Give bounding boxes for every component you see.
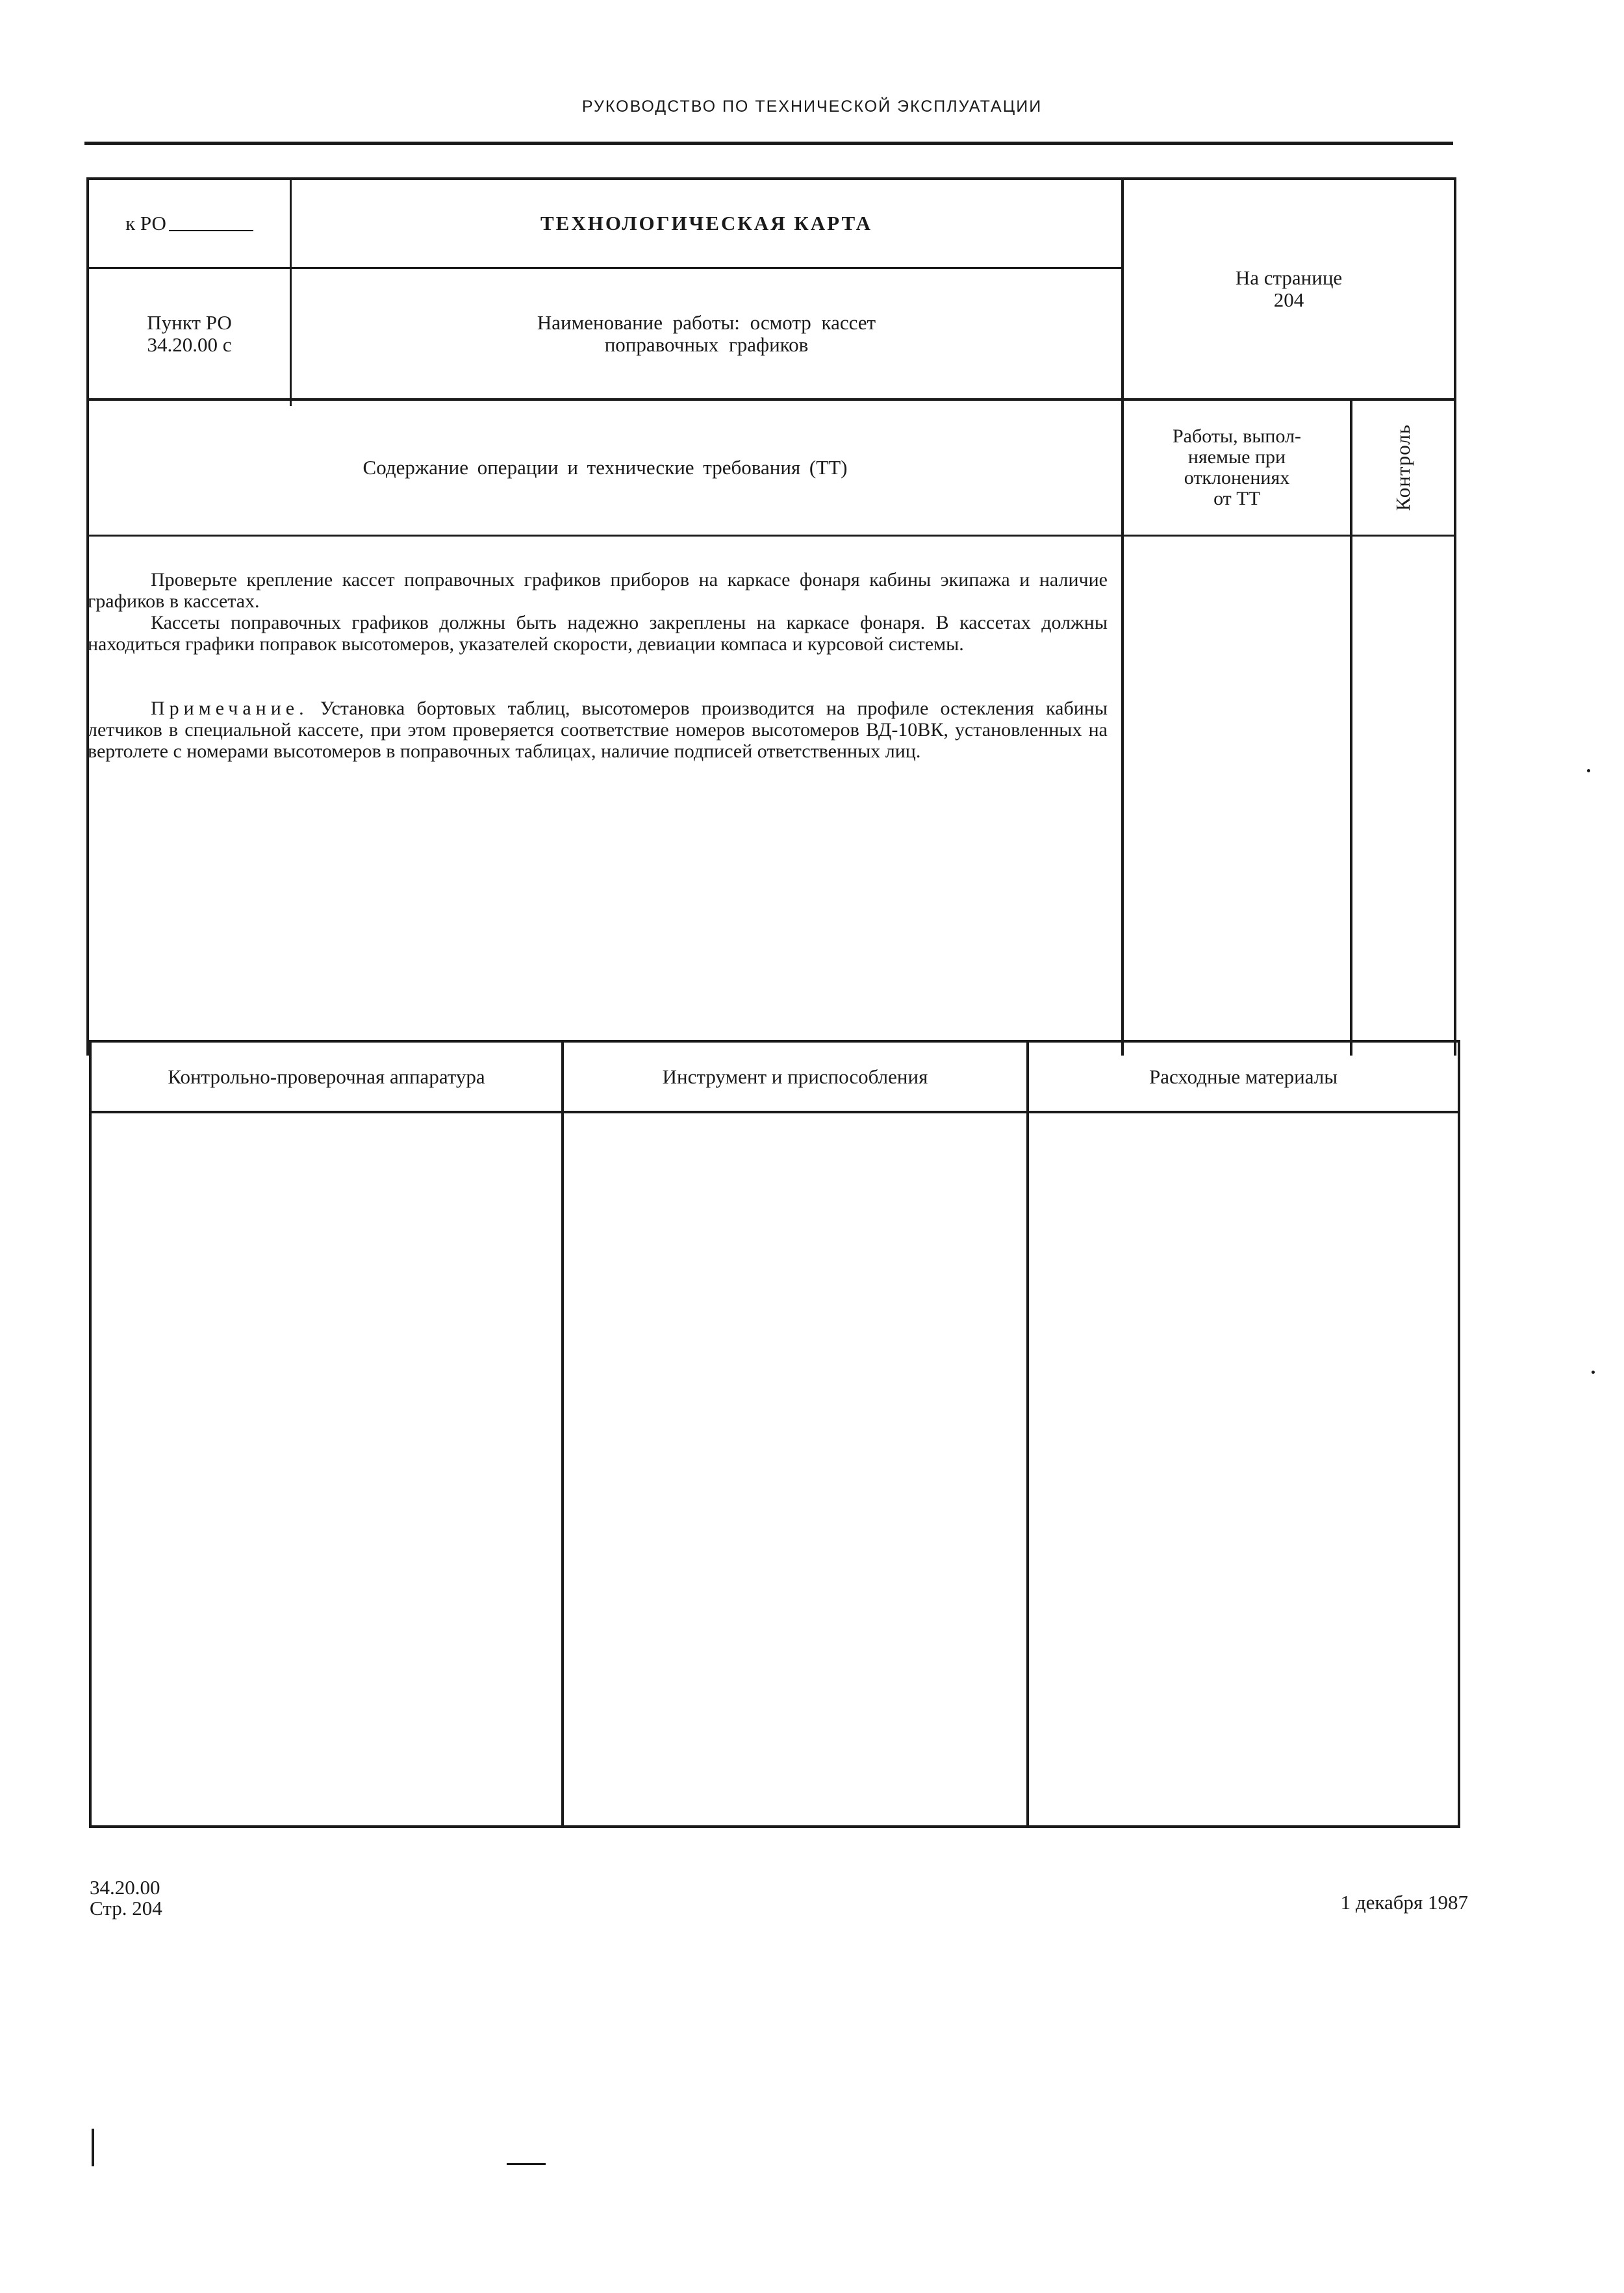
scan-mark [507, 2163, 546, 2165]
table-divider-2 [1026, 1040, 1029, 1828]
deviation-line-4: от ТТ [1213, 488, 1260, 509]
footer-page: Стр. 204 [90, 1897, 162, 1919]
deviation-line-2: няемые при [1187, 446, 1286, 468]
paragraph-1: Проверьте крепление кассет поправочных графиков приборов на каркасе фонаря кабины экипажа и наличие графиков в кассетах. [88, 569, 1108, 612]
running-header: РУКОВОДСТВО ПО ТЕХНИЧЕСКОЙ ЭКСПЛУАТАЦИИ [581, 97, 1043, 116]
table-divider-1 [561, 1040, 564, 1828]
col-tools: Инструмент и приспособления [662, 1065, 928, 1088]
page-number: 204 [1273, 288, 1304, 311]
footer-left [90, 1877, 162, 1919]
note-label: Примечание. [151, 698, 309, 719]
page-label: На странице [1235, 266, 1343, 289]
work-name-line2: поправочных графиков [604, 333, 809, 356]
control-header: Контроль [1391, 424, 1414, 511]
table-border-right [1458, 1040, 1460, 1828]
ref-label: к РО [125, 212, 166, 234]
card-title: ТЕХНОЛОГИЧЕСКАЯ КАРТА [540, 212, 872, 234]
table-border-bottom [89, 1825, 1460, 1828]
item-label: Пункт РО [147, 310, 232, 334]
col-consumables: Расходные материалы [1148, 1065, 1338, 1088]
footer-code: 34.20.00 [90, 1876, 160, 1899]
scan-mark [1587, 769, 1590, 772]
col-test-equipment: Контрольно-проверочная аппаратура [168, 1065, 485, 1088]
work-name-line1: Наименование работы: осмотр кассет [537, 310, 876, 334]
deviation-line-1: Работы, выпол- [1172, 425, 1302, 447]
scan-mark [1592, 1371, 1595, 1374]
footer-date: 1 декабря 1987 [1340, 1891, 1468, 1914]
scan-mark [92, 2129, 94, 2166]
item-code: 34.20.00 с [147, 333, 232, 356]
content-header: Содержание операции и технические требования (ТТ) [362, 456, 848, 479]
deviation-line-3: отклонениях [1184, 467, 1290, 488]
table-border-left [89, 1040, 92, 1828]
paragraph-2: Кассеты поправочных графиков должны быть надежно закреплены на каркасе фонаря. В кассетах должны находиться графики поправок высотомеров, указателей скорости, девиации компаса и курсовой системы. [88, 612, 1108, 655]
table-rule-header [89, 1111, 1460, 1113]
note-text: Установка бортовых таблиц, высотомеров производится на профиле остекления кабины летчиков в специальной кассете, при этом проверяется соответствие номеров высотомеров ВД-10ВК, установленных на вертолете с номерами высотомеров в поправочных таблицах, наличие подписей ответственных лиц. [88, 698, 1108, 762]
